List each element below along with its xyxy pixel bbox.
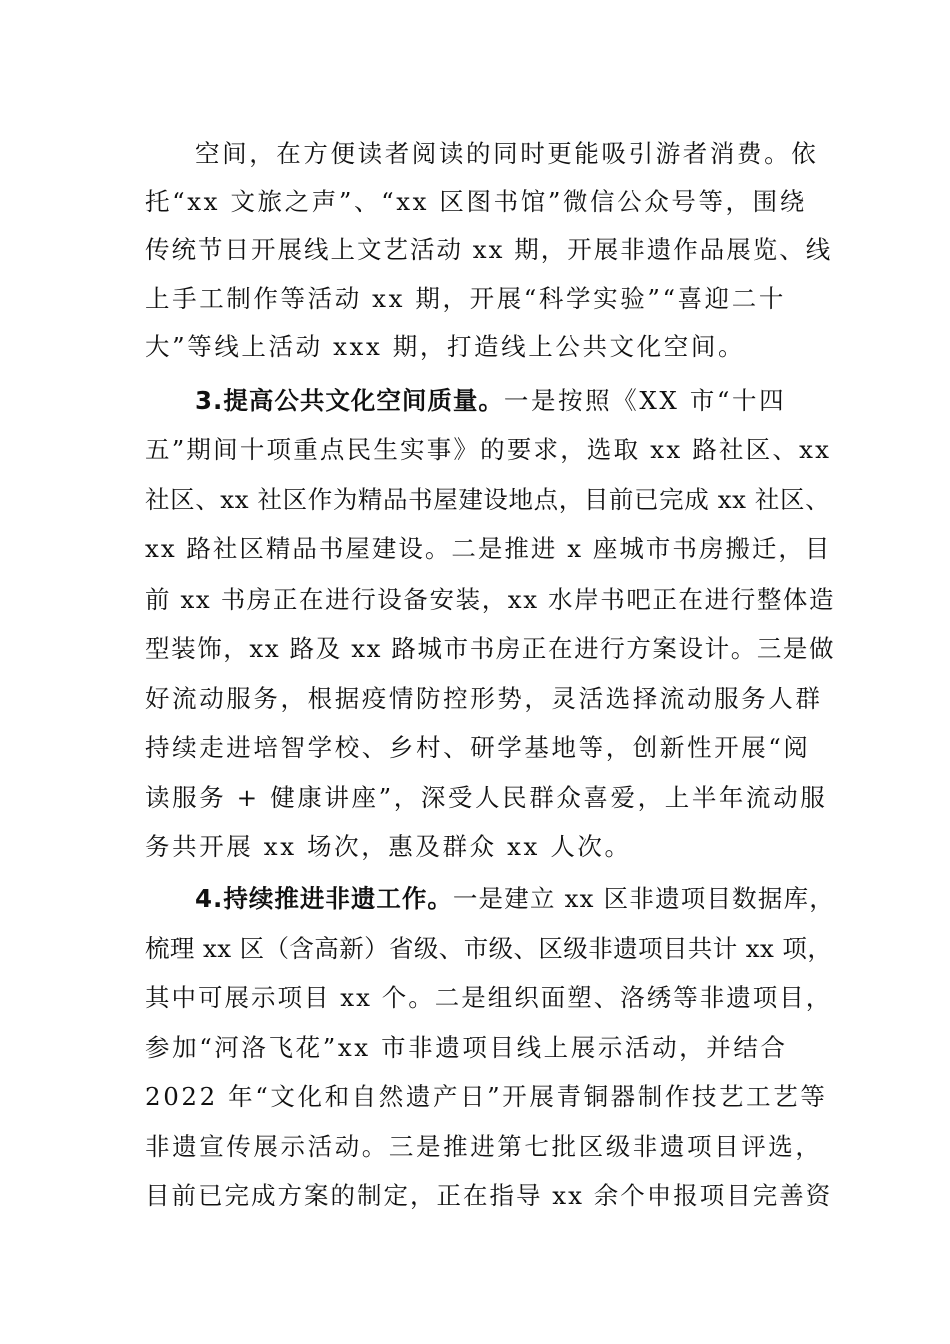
paragraph-1-line-2: 托“xx 文旅之声”、“xx 区图书馆”微信公众号等，围绕 <box>145 187 807 216</box>
paragraph-3-line-4: 参加“河洛飞花”xx 市非遗项目线上展示活动，并结合 <box>145 1033 788 1062</box>
paragraph-3-line-6: 非遗宣传展示活动。三是推进第七批区级非遗项目评选， <box>145 1132 823 1161</box>
paragraph-2-line-5: 前 xx 书房正在进行设备安装，xx 水岸书吧正在进行整体造 <box>145 585 836 614</box>
paragraph-2-line-4: xx 路社区精品书屋建设。二是推进 x 座城市书房搬迁，目 <box>145 534 832 563</box>
paragraph-3-line-7: 目前已完成方案的制定，正在指导 xx 余个申报项目完善资 <box>145 1181 833 1210</box>
paragraph-2-first-line-text: 一是按照《XX 市“十四 <box>503 386 787 415</box>
paragraph-1-line-3: 传统节日开展线上文艺活动 xx 期，开展非遗作品展览、线 <box>145 235 833 264</box>
paragraph-1-line-4: 上手工制作等活动 xx 期，开展“科学实验”“喜迎二十 <box>145 284 786 313</box>
paragraph-3-first-line <box>195 879 835 919</box>
paragraph-2-line-8: 持续走进培智学校、乡村、研学基地等，创新性开展“阅 <box>145 733 811 762</box>
paragraph-2-line-2: 五”期间十项重点民生实事》的要求，选取 xx 路社区、xx <box>145 435 832 464</box>
paragraph-2-line-6: 型装饰，xx 路及 xx 路城市书房正在进行方案设计。三是做 <box>145 634 836 663</box>
paragraph-3-line-2: 梳理 xx 区（含高新）省级、市级、区级非遗项目共计 xx 项， <box>145 934 833 963</box>
paragraph-2-first-line <box>195 381 835 421</box>
paragraph-3-line-3: 其中可展示项目 xx 个。二是组织面塑、洛绣等非遗项目， <box>145 983 833 1012</box>
paragraph-1-line-1: 空间，在方便读者阅读的同时更能吸引游者消费。依 <box>195 139 819 168</box>
paragraph-2-line-10: 务共开展 xx 场次，惠及群众 xx 人次。 <box>145 832 632 861</box>
paragraph-2-line-7: 好流动服务，根据疫情防控形势，灵活选择流动服务人群 <box>145 684 823 713</box>
section-heading-3: 3.提高公共文化空间质量。 <box>195 386 504 415</box>
paragraph-3-line-5: 2022 年“文化和自然遗产日”开展青铜器制作技艺工艺等 <box>145 1082 828 1111</box>
section-heading-4: 4.持续推进非遗工作。 <box>195 884 453 913</box>
paragraph-3-first-line-text: 一是建立 xx 区非遗项目数据库， <box>452 884 835 913</box>
paragraph-2-line-9: 读服务 + 健康讲座”，深受人民群众喜爱，上半年流动服 <box>145 783 828 812</box>
paragraph-2-line-3: 社区、xx 社区作为精品书屋建设地点，目前已完成 xx 社区、 <box>145 485 831 514</box>
paragraph-1-line-5: 大”等线上活动 xxx 期，打造线上公共文化空间。 <box>145 332 746 361</box>
